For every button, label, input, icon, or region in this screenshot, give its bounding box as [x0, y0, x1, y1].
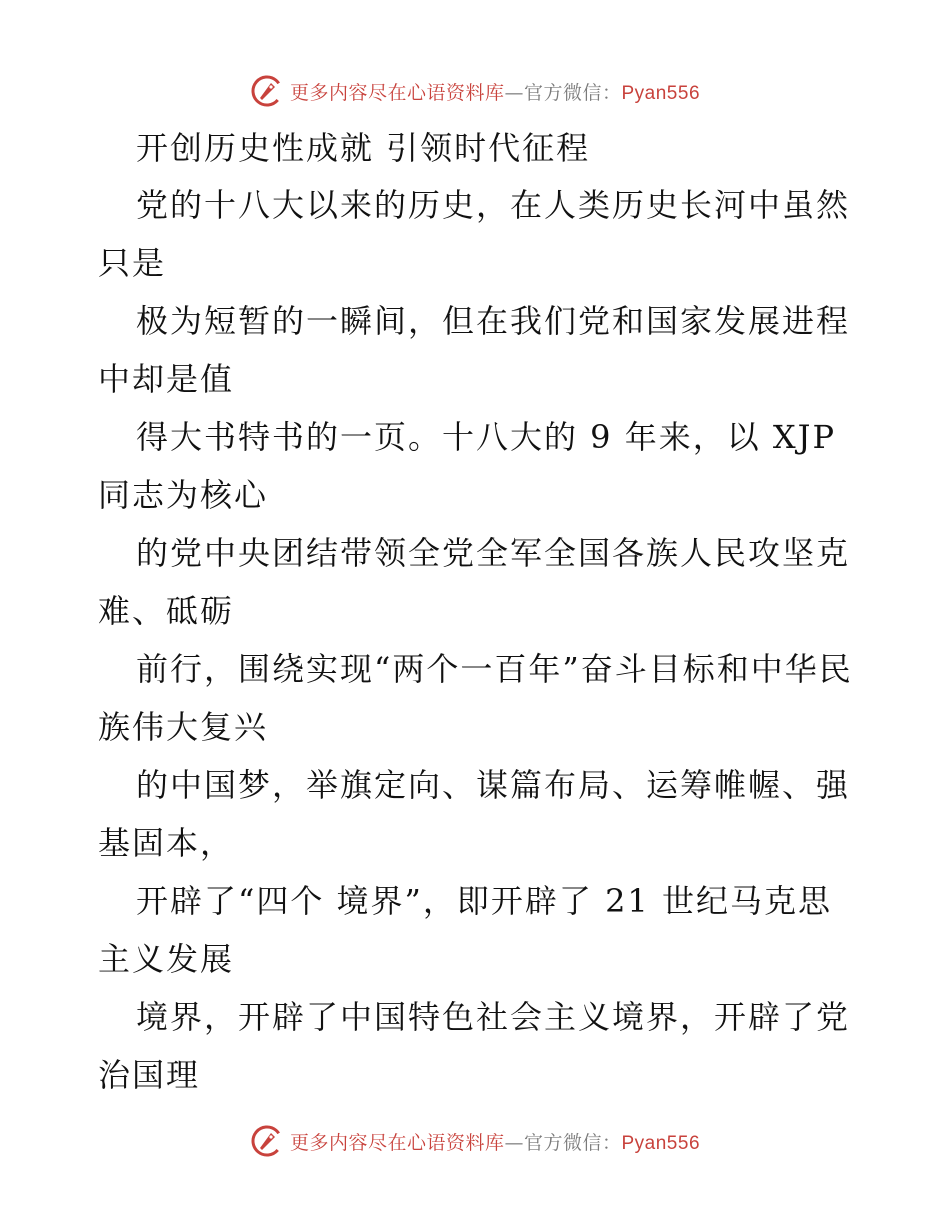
paragraph: 境界，开辟了中国特色社会主义境界，开辟了党治国理 [98, 998, 851, 1094]
header-watermark [0, 74, 950, 108]
watermark-wechat-id: Pyan556 [621, 1132, 701, 1154]
paragraph: 极为短暂的一瞬间，但在我们党和国家发展进程中却是值 [98, 302, 851, 398]
footer-watermark [0, 1124, 950, 1158]
watermark-wechat-id: Pyan556 [621, 82, 701, 104]
watermark-separator: — [504, 81, 524, 104]
paragraph: 的中国梦，举旗定向、谋篇布局、运筹帷幄、强基固本， [98, 766, 851, 862]
watermark-label: 官方微信： [523, 1131, 622, 1154]
watermark-label: 官方微信： [523, 81, 622, 104]
watermark-brand: 更多内容尽在心语资料库 [289, 81, 505, 104]
document-body [98, 120, 858, 1104]
paragraph: 党的十八大以来的历史，在人类历史长河中虽然只是 [98, 186, 851, 282]
document-title: 开创历史性成就 引领时代征程 [136, 129, 591, 167]
watermark-separator: — [504, 1131, 524, 1154]
paragraph: 开辟了“四个 境界”，即开辟了 21 世纪马克思主义发展 [98, 882, 832, 978]
pen-nib-icon [250, 1124, 284, 1158]
watermark-brand: 更多内容尽在心语资料库 [289, 1131, 505, 1154]
paragraph: 前行，围绕实现“两个一百年”奋斗目标和中华民族伟大复兴 [98, 650, 853, 746]
pen-nib-icon [250, 74, 284, 108]
paragraph: 得大书特书的一页。十八大的 9 年来，以 XJP 同志为核心 [98, 418, 837, 514]
paragraph: 的党中央团结带领全党全军全国各族人民攻坚克难、砥砺 [98, 534, 851, 630]
